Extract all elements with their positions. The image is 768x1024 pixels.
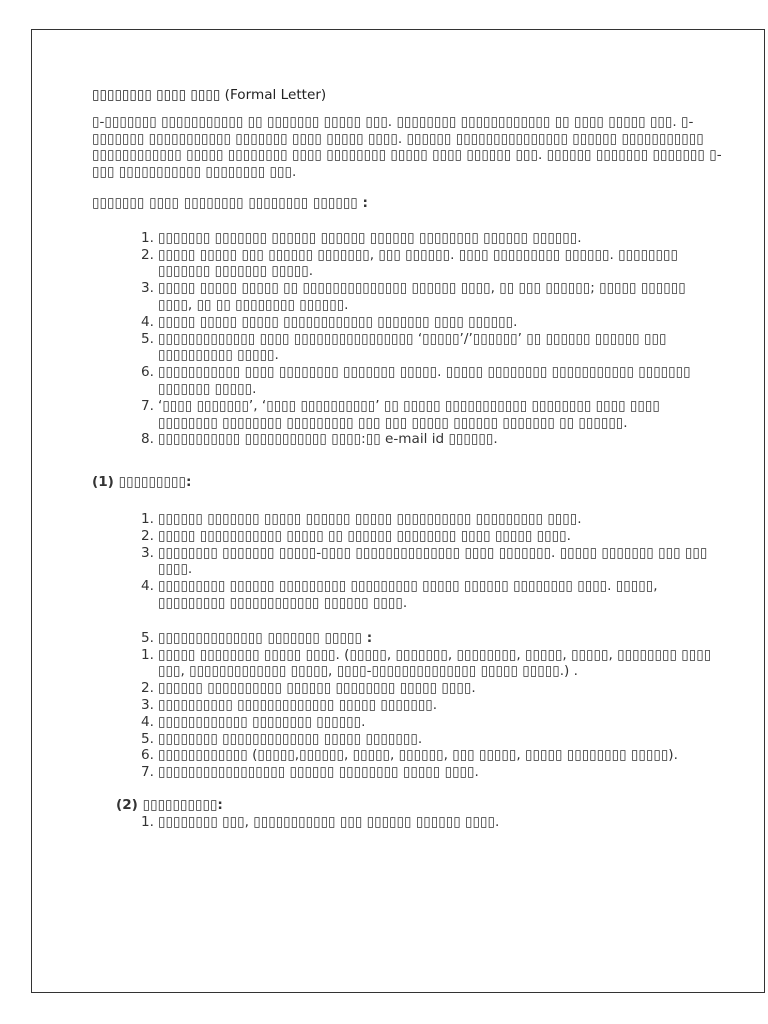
section-2-title: (2) ▯▯▯▯▯▯▯▯▯▯: (116, 796, 223, 813)
list-item: 5. ▯▯▯▯▯▯▯▯▯▯▯▯▯ ▯▯▯▯ ▯▯▯▯▯▯▯▯▯▯▯▯▯▯▯▯ ‘▯▯▯▯▯’/’▯▯▯▯▯▯’ ▯▯ ▯▯▯▯▯▯ ▯▯▯▯▯▯ ▯▯▯ ▯▯▯▯▯▯▯▯▯▯ ▯▯▯▯▯. (141, 330, 667, 364)
section-1-title: (1) ▯▯▯▯▯▯▯▯▯: (92, 474, 192, 491)
intro-paragraph: ▯-▯▯▯▯▯▯▯ ▯▯▯▯▯▯▯▯▯▯▯ ▯▯ ▯▯▯▯▯▯▯ ▯▯▯▯▯ ▯▯▯. ▯▯▯▯▯▯▯▯ ▯▯▯▯▯▯▯▯▯▯▯▯ ▯▯ ▯▯▯▯ ▯▯▯▯▯ ▯▯▯. ▯-▯▯▯▯▯▯▯ ▯▯▯▯▯▯▯▯▯▯▯ ▯▯▯▯▯▯▯ ▯▯▯▯ ▯▯▯▯▯ ▯▯▯▯. ▯▯▯▯▯▯ ▯▯▯▯▯▯▯▯▯▯▯▯▯▯▯ ▯▯▯▯▯▯ ▯▯▯▯▯▯▯▯▯▯▯ ▯▯▯▯▯▯▯▯▯▯▯▯ ▯▯▯▯▯ ▯▯▯▯▯▯▯▯ ▯▯▯▯ ▯▯▯▯▯▯▯▯ ▯▯▯▯▯ ▯▯▯▯ ▯▯▯▯▯▯ ▯▯▯. ▯▯▯▯▯▯ ▯▯▯▯▯▯▯ ▯▯▯▯▯▯▯ ▯-▯▯▯ ▯▯▯▯▯▯▯▯▯▯▯ ▯▯▯▯▯▯▯▯ ▯▯▯. (92, 113, 722, 181)
section-1-list (92, 511, 722, 612)
list-item: 4. ▯▯▯▯▯ ▯▯▯▯▯ ▯▯▯▯▯ ▯▯▯▯▯▯▯▯▯▯▯▯ ▯▯▯▯▯▯▯ ▯▯▯▯ ▯▯▯▯▯▯. (141, 313, 518, 330)
list-item: 7. ▯▯▯▯▯▯▯▯▯▯▯▯▯▯▯▯▯ ▯▯▯▯▯▯ ▯▯▯▯▯▯▯▯ ▯▯▯▯▯ ▯▯▯▯. (141, 764, 479, 781)
list-item: 2. ▯▯▯▯▯▯ ▯▯▯▯▯▯▯▯▯▯ ▯▯▯▯▯▯ ▯▯▯▯▯▯▯▯ ▯▯▯▯▯ ▯▯▯▯. (141, 680, 476, 697)
list-item: 8. ▯▯▯▯▯▯▯▯▯▯▯ ▯▯▯▯▯▯▯▯▯▯▯ ▯▯▯▯:▯▯ e-mail id ▯▯▯▯▯▯. (141, 431, 498, 448)
document-body (92, 87, 722, 830)
list-item: 5. ▯▯▯▯▯▯▯▯ ▯▯▯▯▯▯▯▯▯▯▯▯▯ ▯▯▯▯▯ ▯▯▯▯▯▯▯. (141, 730, 423, 747)
list-item: 3. ▯▯▯▯▯▯▯▯▯▯ ▯▯▯▯▯▯▯▯▯▯▯▯▯ ▯▯▯▯▯ ▯▯▯▯▯▯▯. (141, 696, 438, 713)
list-item: 7. ‘▯▯▯▯ ▯▯▯▯▯▯▯’, ‘▯▯▯▯ ▯▯▯▯▯▯▯▯▯▯’ ▯▯ ▯▯▯▯▯ ▯▯▯▯▯▯▯▯▯▯▯ ▯▯▯▯▯▯▯▯ ▯▯▯▯ ▯▯▯▯ ▯▯▯▯▯▯▯▯ ▯▯▯▯▯▯▯▯ ▯▯▯▯▯▯▯▯▯ ▯▯▯ ▯▯▯ ▯▯▯▯▯ ▯▯▯▯▯▯ ▯▯▯▯▯▯▯ ▯▯ ▯▯▯▯▯▯. (141, 397, 660, 431)
list-item: 1. ▯▯▯▯▯ ▯▯▯▯▯▯▯▯ ▯▯▯▯▯ ▯▯▯▯. (▯▯▯▯▯, ▯▯▯▯▯▯▯, ▯▯▯▯▯▯▯▯, ▯▯▯▯▯, ▯▯▯▯▯, ▯▯▯▯▯▯▯▯ ▯▯▯▯ ▯▯▯, ▯▯▯▯▯▯▯▯▯▯▯▯▯ ▯▯▯▯▯, ▯▯▯▯-▯▯▯▯▯▯▯▯▯▯▯▯▯▯ ▯▯▯▯▯ ▯▯▯▯▯.) . (141, 646, 712, 680)
list-item: 2. ▯▯▯▯▯ ▯▯▯▯▯ ▯▯▯ ▯▯▯▯▯▯ ▯▯▯▯▯▯▯, ▯▯▯ ▯▯▯▯▯▯. ▯▯▯▯ ▯▯▯▯▯▯▯▯▯ ▯▯▯▯▯▯. ▯▯▯▯▯▯▯▯ ▯▯▯▯▯▯▯ ▯▯▯▯▯▯▯ ▯▯▯▯▯. (141, 246, 678, 280)
list-item: 6. ▯▯▯▯▯▯▯▯▯▯▯ ▯▯▯▯ ▯▯▯▯▯▯▯▯ ▯▯▯▯▯▯▯ ▯▯▯▯▯. ▯▯▯▯▯ ▯▯▯▯▯▯▯▯ ▯▯▯▯▯▯▯▯▯▯▯ ▯▯▯▯▯▯▯ ▯▯▯▯▯▯▯ ▯▯▯▯▯. (141, 364, 691, 397)
list-item: 6. ▯▯▯▯▯▯▯▯▯▯▯▯ (▯▯▯▯▯,▯▯▯▯▯▯, ▯▯▯▯▯, ▯▯▯▯▯▯, ▯▯▯ ▯▯▯▯▯, ▯▯▯▯▯ ▯▯▯▯▯▯▯▯ ▯▯▯▯▯). (141, 747, 678, 764)
subsection-list (92, 630, 722, 781)
list-item: 3. ▯▯▯▯▯▯▯▯ ▯▯▯▯▯▯▯ ▯▯▯▯▯-▯▯▯▯ ▯▯▯▯▯▯▯▯▯▯▯▯▯▯ ▯▯▯▯ ▯▯▯▯▯▯▯. ▯▯▯▯▯ ▯▯▯▯▯▯▯ ▯▯▯ ▯▯▯ ▯▯▯▯. (141, 544, 708, 578)
list-item: 4. ▯▯▯▯▯▯▯▯▯▯▯▯ ▯▯▯▯▯▯▯▯ ▯▯▯▯▯▯. (141, 713, 366, 730)
subsection-heading: 5. ▯▯▯▯▯▯▯▯▯▯▯▯▯▯ ▯▯▯▯▯▯▯ ▯▯▯▯▯ : (141, 629, 373, 646)
document-heading: ▯▯▯▯▯▯▯▯ ▯▯▯▯ ▯▯▯▯ (Formal Letter) (92, 87, 327, 103)
list-item: 4. ▯▯▯▯▯▯▯▯▯ ▯▯▯▯▯▯ ▯▯▯▯▯▯▯▯▯ ▯▯▯▯▯▯▯▯▯ ▯▯▯▯▯ ▯▯▯▯▯▯ ▯▯▯▯▯▯▯▯ ▯▯▯▯. ▯▯▯▯▯, ▯▯▯▯▯▯▯▯▯ ▯▯▯▯▯▯▯▯▯▯▯▯ ▯▯▯▯▯▯ ▯▯▯▯. (141, 578, 658, 611)
list-item: 3. ▯▯▯▯▯ ▯▯▯▯▯ ▯▯▯▯▯ ▯▯ ▯▯▯▯▯▯▯▯▯▯▯▯▯▯ ▯▯▯▯▯▯ ▯▯▯▯, ▯▯ ▯▯▯ ▯▯▯▯▯▯; ▯▯▯▯▯ ▯▯▯▯▯▯ ▯▯▯▯, ▯▯ ▯▯ ▯▯▯▯▯▯▯▯ ▯▯▯▯▯▯. (141, 280, 686, 313)
points-list (92, 230, 722, 448)
list-item: 1. ▯▯▯▯▯▯▯ ▯▯▯▯▯▯▯ ▯▯▯▯▯▯ ▯▯▯▯▯▯ ▯▯▯▯▯▯ ▯▯▯▯▯▯▯▯ ▯▯▯▯▯▯ ▯▯▯▯▯▯. (141, 229, 582, 246)
list-item: 2. ▯▯▯▯▯ ▯▯▯▯▯▯▯▯▯▯▯ ▯▯▯▯▯ ▯▯ ▯▯▯▯▯▯ ▯▯▯▯▯▯▯▯ ▯▯▯▯ ▯▯▯▯▯ ▯▯▯▯. (141, 527, 571, 544)
list-item: 1. ▯▯▯▯▯▯ ▯▯▯▯▯▯▯ ▯▯▯▯▯ ▯▯▯▯▯▯ ▯▯▯▯▯ ▯▯▯▯▯▯▯▯▯▯ ▯▯▯▯▯▯▯▯▯ ▯▯▯▯. (141, 510, 582, 527)
section-2-list (92, 814, 722, 831)
points-heading: ▯▯▯▯▯▯▯ ▯▯▯▯ ▯▯▯▯▯▯▯▯ ▯▯▯▯▯▯▯▯ ▯▯▯▯▯▯ : (92, 194, 368, 211)
list-item: 1. ▯▯▯▯▯▯▯▯ ▯▯▯, ▯▯▯▯▯▯▯▯▯▯▯ ▯▯▯ ▯▯▯▯▯▯ ▯▯▯▯▯▯ ▯▯▯▯. (141, 813, 500, 830)
